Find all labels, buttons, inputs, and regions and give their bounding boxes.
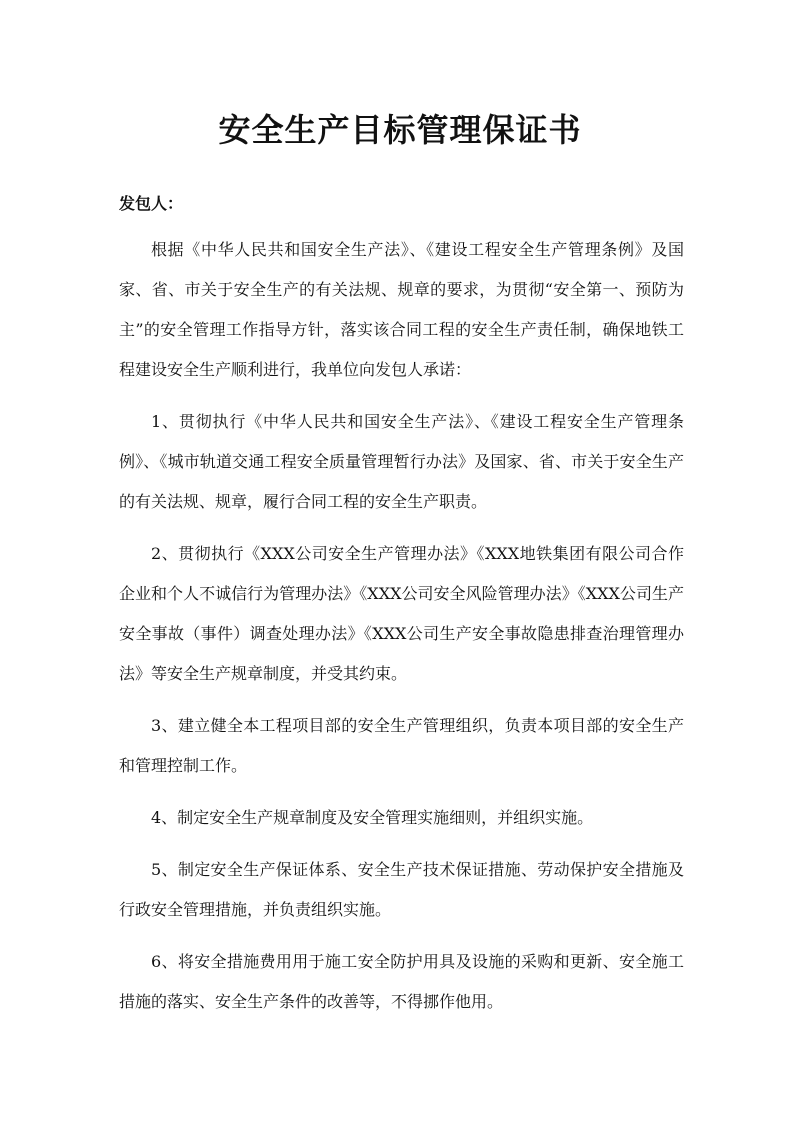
- paragraph-item-1: 1、贯彻执行《中华人民共和国安全生产法》、《建设工程安全生产管理条例》、《城市轨道交通工程安全质量管理暂行办法》及国家、省、市关于安全生产的有关法规、规章，履行合同工程的安全生产职责。: [119, 412, 684, 511]
- addressee-label: 发包人：: [119, 194, 184, 213]
- document-body: [119, 230, 684, 1034]
- paragraph-item-6: 6、将安全措施费用用于施工安全防护用具及设施的采购和更新、安全施工措施的落实、安全生产条件的改善等，不得挪作他用。: [119, 952, 684, 1011]
- paragraph-item-3: 3、建立健全本工程项目部的安全生产管理组织，负责本项目部的安全生产和管理控制工作。: [119, 716, 684, 775]
- paragraph-item-4: 4、制定安全生产规章制度及安全管理实施细则，并组织实施。: [151, 808, 594, 827]
- paragraph-item-2: 2、贯彻执行《XXX公司安全生产管理办法》《XXX地铁集团有限公司合作企业和个人不诚信行为管理办法》《XXX公司安全风险管理办法》《XXX公司生产安全事故（事件）调查处理办法》《XXX公司生产安全事故隐患排查治理管理办法》等安全生产规章制度，并受其约束。: [119, 544, 684, 683]
- document-title: 安全生产目标管理保证书: [218, 111, 582, 149]
- paragraph-intro: 根据《中华人民共和国安全生产法》、《建设工程安全生产管理条例》及国家、省、市关于安全生产的有关法规、规章的要求，为贯彻“安全第一、预防为主”的安全管理工作指导方针，落实该合同工程的安全生产责任制，确保地铁工程建设安全生产顺利进行，我单位向发包人承诺：: [119, 240, 684, 379]
- paragraph-item-5: 5、制定安全生产保证体系、安全生产技术保证措施、劳动保护安全措施及行政安全管理措施，并负责组织实施。: [119, 860, 684, 919]
